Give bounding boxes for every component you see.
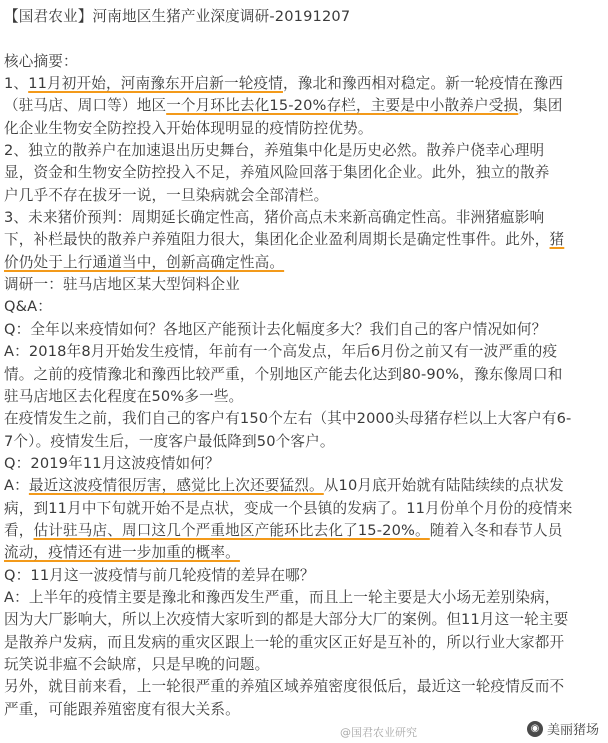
text-segment: 从10月底开始就有陆陆续续的点状发 xyxy=(323,477,564,495)
text-line xyxy=(4,319,604,341)
text-segment: 严重，可能跟养殖密度有很大关系。 xyxy=(4,700,240,718)
text-line xyxy=(4,185,604,207)
highlighted-text: 估计驻马店、周口这几个严重地区产能环比去化了15-20%。 xyxy=(33,521,430,539)
highlighted-text: 11月初开始，河南豫东开启新一轮疫情 xyxy=(28,75,283,93)
text-line xyxy=(4,140,604,162)
text-segment: Q&A： xyxy=(4,298,53,316)
text-line xyxy=(4,565,604,587)
text-segment: 3、未来猪价预判：周期延长确定性高，猪价高点未来新高确定性高。非洲猪瘟影响 xyxy=(4,209,545,227)
text-segment: A：上半年的疫情主要是豫北和豫西发生严重，而且上一轮主要是大小场无差别染病， xyxy=(4,588,560,606)
text-line xyxy=(4,296,604,318)
text-segment: 显，资金和生物安全防控投入不足，养殖风险回落于集团化企业。此外，独立的散养 xyxy=(4,164,550,182)
highlighted-text: 价仍处于上行通道当中，创新高确定性高。 xyxy=(4,253,285,271)
text-segment: ，豫北和豫西相对稳定。新一轮疫情在豫西 xyxy=(282,75,564,93)
brand-logo-icon: ◉ xyxy=(527,721,543,737)
text-segment: 玩笑说非瘟不会缺席，只是早晚的问题。 xyxy=(4,655,270,673)
text-line xyxy=(4,431,604,453)
text-line xyxy=(4,386,604,408)
text-segment: A：2018年8月开始发生疫情，年前有一个高发点，年后6月份之前又有一波严重的疫 xyxy=(4,343,558,361)
text-line xyxy=(4,520,604,542)
text-line xyxy=(4,28,604,50)
text-segment: 在疫情发生之前，我们自己的客户有150个左右（其中2000头母猪存栏以上大客户有6- xyxy=(4,410,572,428)
text-line xyxy=(4,609,604,631)
text-line xyxy=(4,252,604,274)
text-line xyxy=(4,632,604,654)
text-line xyxy=(4,699,604,721)
highlighted-text: 最近这波疫情很厉害，感觉比上次还要猛烈。 xyxy=(28,477,324,495)
text-line xyxy=(4,118,604,140)
text-segment: 1、 xyxy=(4,75,29,93)
text-segment: 调研一：驻马店地区某大型饲料企业 xyxy=(4,276,240,294)
text-segment: A： xyxy=(4,477,29,495)
text-segment: 下，补栏最快的散养户养殖阻力很大，集团化企业盈利周期长是确定性事件。此外， xyxy=(4,231,550,249)
text-line xyxy=(4,408,604,430)
text-segment: 2、独立的散养户在加速退出历史舞台，养殖集中化是历史必然。散养户侥幸心理明 xyxy=(4,142,545,160)
text-segment: 看， xyxy=(4,521,34,539)
text-line xyxy=(4,229,604,251)
text-line xyxy=(4,498,604,520)
text-line xyxy=(4,475,604,497)
highlighted-text: 一个月环比去化15-20%存栏，主要是中小散养户受损 xyxy=(166,97,519,115)
text-segment: 情。之前的疫情豫北和豫西比较严重，个别地区产能去化达到80-90%，豫东像周口和 xyxy=(4,365,563,383)
text-line xyxy=(4,542,604,564)
text-segment: ，集团 xyxy=(518,97,563,115)
document-body xyxy=(4,6,604,721)
text-line xyxy=(4,676,604,698)
text-segment: （驻马店、周口等）地区 xyxy=(4,97,167,115)
text-line xyxy=(4,341,604,363)
weibo-watermark: @国君农业研究 xyxy=(340,726,417,739)
text-segment: 驻马店地区去化程度在50%多一些。 xyxy=(4,387,244,405)
text-line xyxy=(4,207,604,229)
text-line xyxy=(4,6,604,28)
highlighted-text: 猪 xyxy=(549,231,565,249)
text-line xyxy=(4,51,604,73)
text-line xyxy=(4,274,604,296)
text-segment: Q：11月这一波疫情与前几轮疫情的差异在哪？ xyxy=(4,566,315,584)
text-segment: 病，到11月中下旬就开始不是点状，变成一个县镇的发病了。11月份单个月份的疫情来 xyxy=(4,499,573,517)
text-line xyxy=(4,95,604,117)
highlighted-text: 流动，疫情还有进一步加重的概率。 xyxy=(4,544,240,562)
text-line xyxy=(4,587,604,609)
text-segment: 因为大厂影响大，所以上次疫情大家听到的都是大部分大厂的案例。但11月这一轮主要 xyxy=(4,611,569,629)
text-line xyxy=(4,364,604,386)
text-line xyxy=(4,162,604,184)
text-segment: 【国君农业】河南地区生猪产业深度调研-20191207 xyxy=(4,8,351,25)
text-segment: 随着入冬和春节人员 xyxy=(429,521,563,539)
text-line xyxy=(4,453,604,475)
brand-watermark-text: 美丽猪场 xyxy=(546,723,599,738)
text-segment: 户几乎不存在拔牙一说，一旦染病就会全部清栏。 xyxy=(4,186,329,204)
text-segment: 是散养户发病，而且发病的重灾区跟上一轮的重灾区正好是互补的，所以行业大家都开 xyxy=(4,633,565,651)
text-segment: 另外，就目前来看，上一轮很严重的养殖区域养殖密度很低后，最近这一轮疫情反而不 xyxy=(4,678,565,696)
text-line xyxy=(4,73,604,95)
text-segment: 核心摘要： xyxy=(4,52,78,70)
text-segment: 7个）。疫情发生后，一度客户最低降到50个客户。 xyxy=(4,432,335,450)
text-line xyxy=(4,654,604,676)
text-segment: Q：全年以来疫情如何？各地区产能预计去化幅度多大？我们自己的客户情况如何？ xyxy=(4,320,547,338)
text-segment: Q：2019年11月这波疫情如何？ xyxy=(4,454,220,472)
text-segment: 化企业生物安全防控投入开始体现明显的疫情防控优势。 xyxy=(4,119,373,137)
brand-watermark xyxy=(524,718,602,739)
